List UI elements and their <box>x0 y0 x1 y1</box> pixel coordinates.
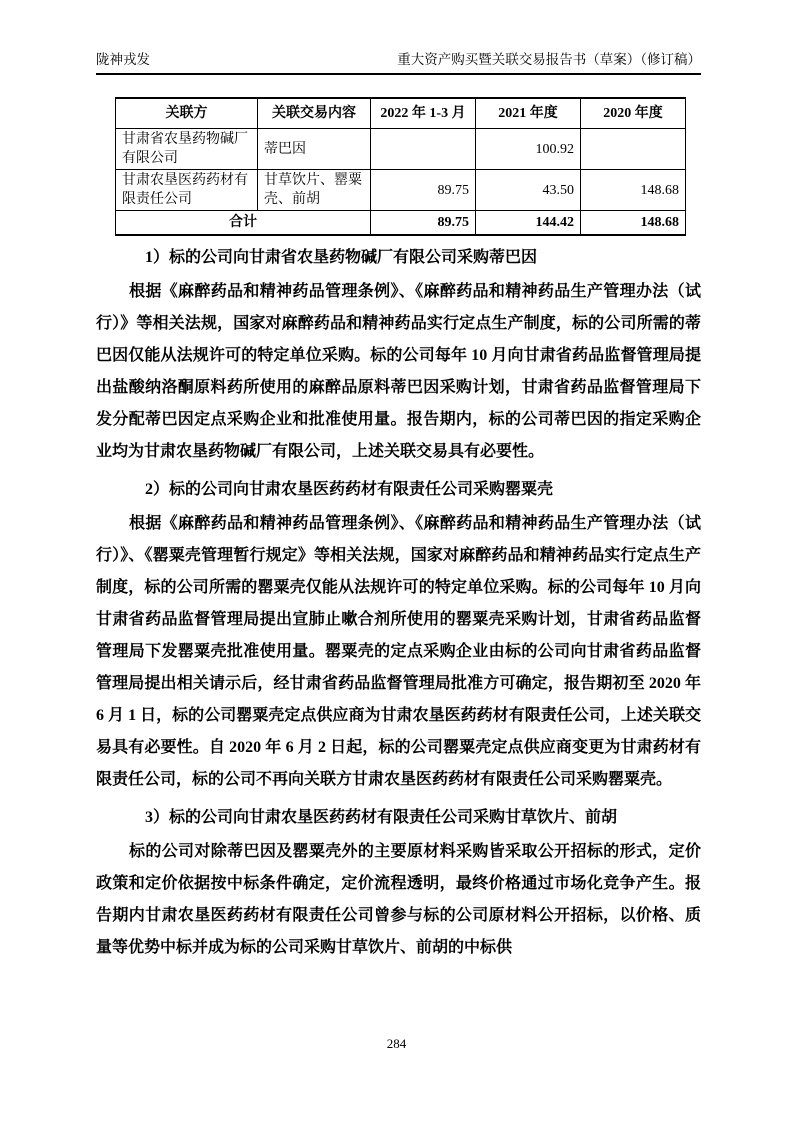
cell-party: 甘肃省农垦药物碱厂有限公司 <box>116 129 258 170</box>
cell-total-2020: 148.68 <box>581 211 686 236</box>
related-party-transactions-table <box>115 97 686 236</box>
section-3-paragraph: 标的公司对除蒂巴因及罂粟壳外的主要原材料采购皆采取公开招标的形式，定价政策和定价依据按中标条件确定，定价流程透明，最终价格通过市场化竞争产生。报告期内甘肃农垦医药药材有限责任公司曾参与标的公司原材料公开招标，以价格、质量等优势中标并成为标的公司采购甘草饮片、前胡的中标供 <box>96 843 701 956</box>
section-3-heading: 3）标的公司向甘肃农垦医药药材有限责任公司采购甘草饮片、前胡 <box>145 809 618 826</box>
cell-content: 甘草饮片、罂粟壳、前胡 <box>258 170 371 211</box>
col-header-transaction-content: 关联交易内容 <box>258 98 371 129</box>
header-right-title: 重大资产购买暨关联交易报告书（草案）（修订稿） <box>397 52 701 67</box>
page-number: 284 <box>386 1036 407 1051</box>
table-row <box>116 170 686 211</box>
col-header-2022: 2022 年 1-3 月 <box>371 98 476 129</box>
cell-content: 蒂巴因 <box>258 129 371 170</box>
cell-2021-value: 43.50 <box>476 170 581 211</box>
body-sections <box>96 246 701 964</box>
cell-2022-value: 89.75 <box>371 170 476 211</box>
col-header-2020: 2020 年度 <box>581 98 686 129</box>
related-party-table-wrap <box>115 97 685 236</box>
section-2-heading: 2）标的公司向甘肃农垦医药药材有限责任公司采购罂粟壳 <box>145 481 554 498</box>
cell-party: 甘肃农垦医药药材有限责任公司 <box>116 170 258 211</box>
cell-2021-value: 100.92 <box>476 129 581 170</box>
section-1-heading: 1）标的公司向甘肃省农垦药物碱厂有限公司采购蒂巴因 <box>145 249 538 266</box>
cell-total-label: 合计 <box>116 211 371 236</box>
col-header-2021: 2021 年度 <box>476 98 581 129</box>
section-2-paragraph: 根据《麻醉药品和精神药品管理条例》、《麻醉药品和精神药品生产管理办法（试行）》、《罂粟壳管理暂行规定》等相关法规，国家对麻醉药品和精神药品实行定点生产制度，标的公司所需的罂粟壳仅能从法规许可的特定单位采购。标的公司每年 10 月向甘肃省药品监督管理局提出宣肺止嗽合剂所使用的罂粟壳采购计划，甘肃省药品监督管理局下发罂粟壳批准使用量。罂粟壳的定点采购企业由标的公司向甘肃省药品监督管理局提出相关请示后，经甘肃省药品监督管理局批准方可确定，报告期初至 2020 年 6 月 1 日，标的公司罂粟壳定点供应商为甘肃农垦医药药材有限责任公司，上述关联交易具有必要性。自 2020 年 6 月 2 日起，标的公司罂粟壳定点供应商变更为甘肃药材有限责任公司，标的公司不再向关联方甘肃农垦医药药材有限责任公司采购罂粟壳。 <box>96 515 701 788</box>
cell-total-2021: 144.42 <box>476 211 581 236</box>
section-1-paragraph: 根据《麻醉药品和精神药品管理条例》、《麻醉药品和精神药品生产管理办法（试行）》等相关法规，国家对麻醉药品和精神药品实行定点生产制度，标的公司所需的蒂巴因仅能从法规许可的特定单位采购。标的公司每年 10 月向甘肃省药品监督管理局提出盐酸纳洛酮原料药所使用的麻醉品原料蒂巴因采购计划，甘肃省药品监督管理局下发分配蒂巴因定点采购企业和批准使用量。报告期内，标的公司蒂巴因的指定采购企业均为甘肃农垦药物碱厂有限公司，上述关联交易具有必要性。 <box>96 283 701 460</box>
cell-2022-value <box>371 129 476 170</box>
table-total-row <box>116 211 686 236</box>
cell-2020-value: 148.68 <box>581 170 686 211</box>
col-header-related-party: 关联方 <box>116 98 258 129</box>
cell-total-2022: 89.75 <box>371 211 476 236</box>
running-header <box>96 50 701 75</box>
cell-2020-value <box>581 129 686 170</box>
header-left-title: 陇神戎发 <box>96 52 150 67</box>
table-header-row <box>116 98 686 129</box>
table-row <box>116 129 686 170</box>
